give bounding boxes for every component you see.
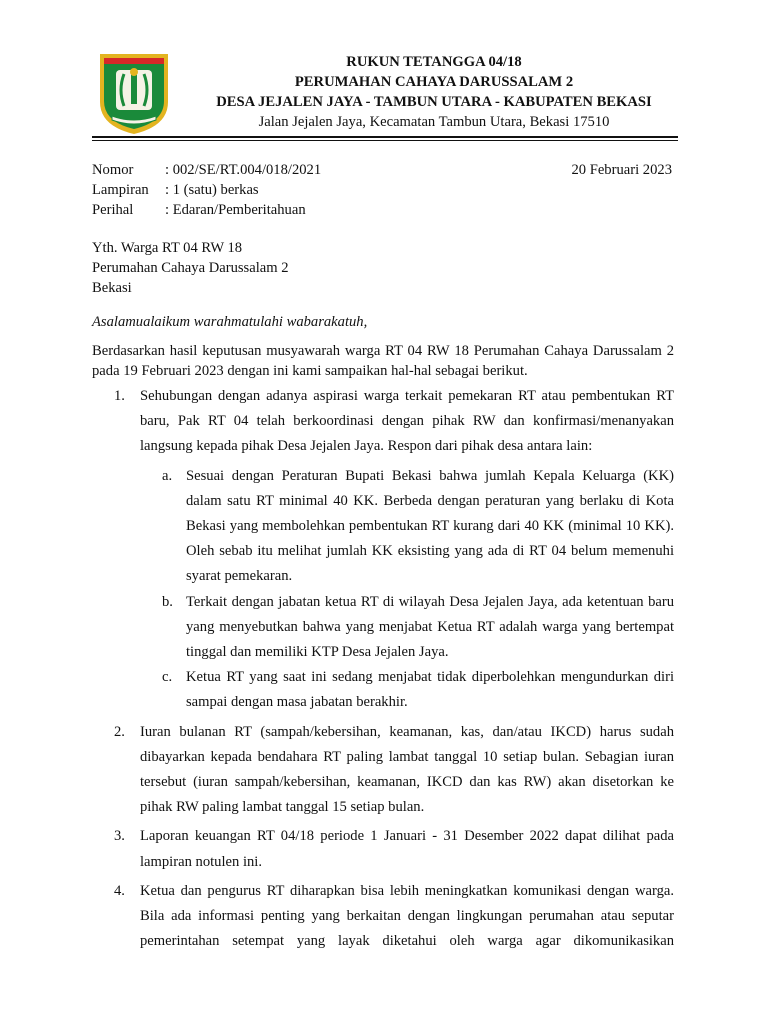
list-item-number: 1. <box>114 388 125 404</box>
intro-paragraph: Berdasarkan hasil keputusan musyawarah warga RT 04 RW 18 Perumahan Cahaya Darussalam 2 pada 19 Februari 2023 dengan ini kami sampaikan hal-hal sebagai berikut. <box>92 343 674 379</box>
sublist-item-label: a. <box>162 467 173 484</box>
letterhead-rule-thick <box>92 136 678 138</box>
sublist <box>92 464 674 716</box>
numbered-list <box>92 384 674 958</box>
sublist-item <box>140 464 674 590</box>
meta-value-perihal: : Edaran/Pemberitahuan <box>165 202 306 218</box>
sublist-item-label: c. <box>162 669 173 686</box>
list-item <box>92 720 674 821</box>
meta-label-lampiran: Lampiran <box>92 182 149 198</box>
list-item-text: Sehubungan dengan adanya aspirasi warga terkait pemekaran RT atau pembentukan RT baru, Pak RT 04 telah berkoordinasi dengan pihak RW dan konfirmasi/menanyakan langsung kepada pihak Desa Jejalen Jaya. Respon dari pihak desa antara lain: <box>140 388 674 455</box>
list-item <box>92 384 674 460</box>
sublist-item-text: Terkait dengan jabatan ketua RT di wilayah Desa Jejalen Jaya, ada ketentuan baru yang menyebutkan bahwa yang menjabat Ketua RT adalah warga yang bertempat tinggal dan memiliki KTP Desa Jejalen Jaya. <box>186 593 674 661</box>
letterhead-line3: DESA JEJALEN JAYA - TAMBUN UTARA - KABUPATEN BEKASI <box>216 94 652 110</box>
meta-value-lampiran: : 1 (satu) berkas <box>165 182 259 198</box>
kabupaten-bekasi-emblem <box>96 50 172 136</box>
list-item-text: Iuran bulanan RT (sampah/kebersihan, keamanan, kas, dan/atau IKCD) harus sudah dibayarkan kepada bendahara RT paling lambat tanggal 10 setiap bulan. Sebagian iuran tersebut (iuran sampah/kebersihan, keamanan, IKCD dan kas RW) akan disetorkan ke pihak RW paling lambat tanggal 15 setiap bulan. <box>140 723 674 816</box>
letterhead-line1: RUKUN TETANGGA 04/18 <box>346 54 522 70</box>
meta-label-nomor: Nomor <box>92 162 134 178</box>
recipient-line1: Yth. Warga RT 04 RW 18 <box>92 240 243 256</box>
recipient-line2: Perumahan Cahaya Darussalam 2 <box>92 260 289 276</box>
letterhead-address: Jalan Jejalen Jaya, Kecamatan Tambun Utara, Bekasi 17510 <box>258 114 610 130</box>
meta-value-nomor: : 002/SE/RT.004/018/2021 <box>165 162 322 178</box>
list-item-number: 4. <box>114 882 125 899</box>
letterhead-rule-thin <box>92 140 678 141</box>
sublist-item-text: Ketua RT yang saat ini sedang menjabat tidak diperbolehkan mengundurkan diri sampai dengan masa jabatan berakhir. <box>186 669 674 711</box>
letter-date: 20 Februari 2023 <box>571 162 672 178</box>
list-item-number: 2. <box>114 723 125 740</box>
list-item-text: Laporan keuangan RT 04/18 periode 1 Januari - 31 Desember 2022 dapat dilihat pada lampiran notulen ini. <box>140 828 674 870</box>
sublist-item <box>140 590 674 666</box>
letterhead <box>180 52 688 132</box>
meta-label-perihal: Perihal <box>92 202 134 218</box>
list-item <box>92 879 674 955</box>
list-item-number: 3. <box>114 828 125 845</box>
sublist-item-text: Sesuai dengan Peraturan Bupati Bekasi bahwa jumlah Kepala Keluarga (KK) dalam satu RT minimal 40 KK. Berbeda dengan peraturan yang berlaku di Kota Bekasi yang membolehkan pembentukan RT kurang dari 40 KK (minimal 10 KK). Oleh sebab itu melihat jumlah KK eksisting yang ada di RT 04 belum memenuhi syarat pemekaran. <box>186 467 674 585</box>
sublist-item <box>140 665 674 715</box>
list-item-text: Ketua dan pengurus RT diharapkan bisa lebih meningkatkan komunikasi dengan warga. Bila ada informasi penting yang berkaitan dengan lingkungan perumahan atau seputar pemerintahan setempat yang layak diketahui oleh warga agar dikomunikasikan <box>140 882 674 950</box>
greeting: Asalamualaikum warahmatulahi wabarakatuh, <box>92 314 368 330</box>
sublist-item-label: b. <box>162 593 173 610</box>
recipient-block <box>92 238 289 298</box>
list-item <box>92 824 674 874</box>
letterhead-line2: PERUMAHAN CAHAYA DARUSSALAM 2 <box>294 74 574 90</box>
recipient-line3: Bekasi <box>92 280 132 296</box>
